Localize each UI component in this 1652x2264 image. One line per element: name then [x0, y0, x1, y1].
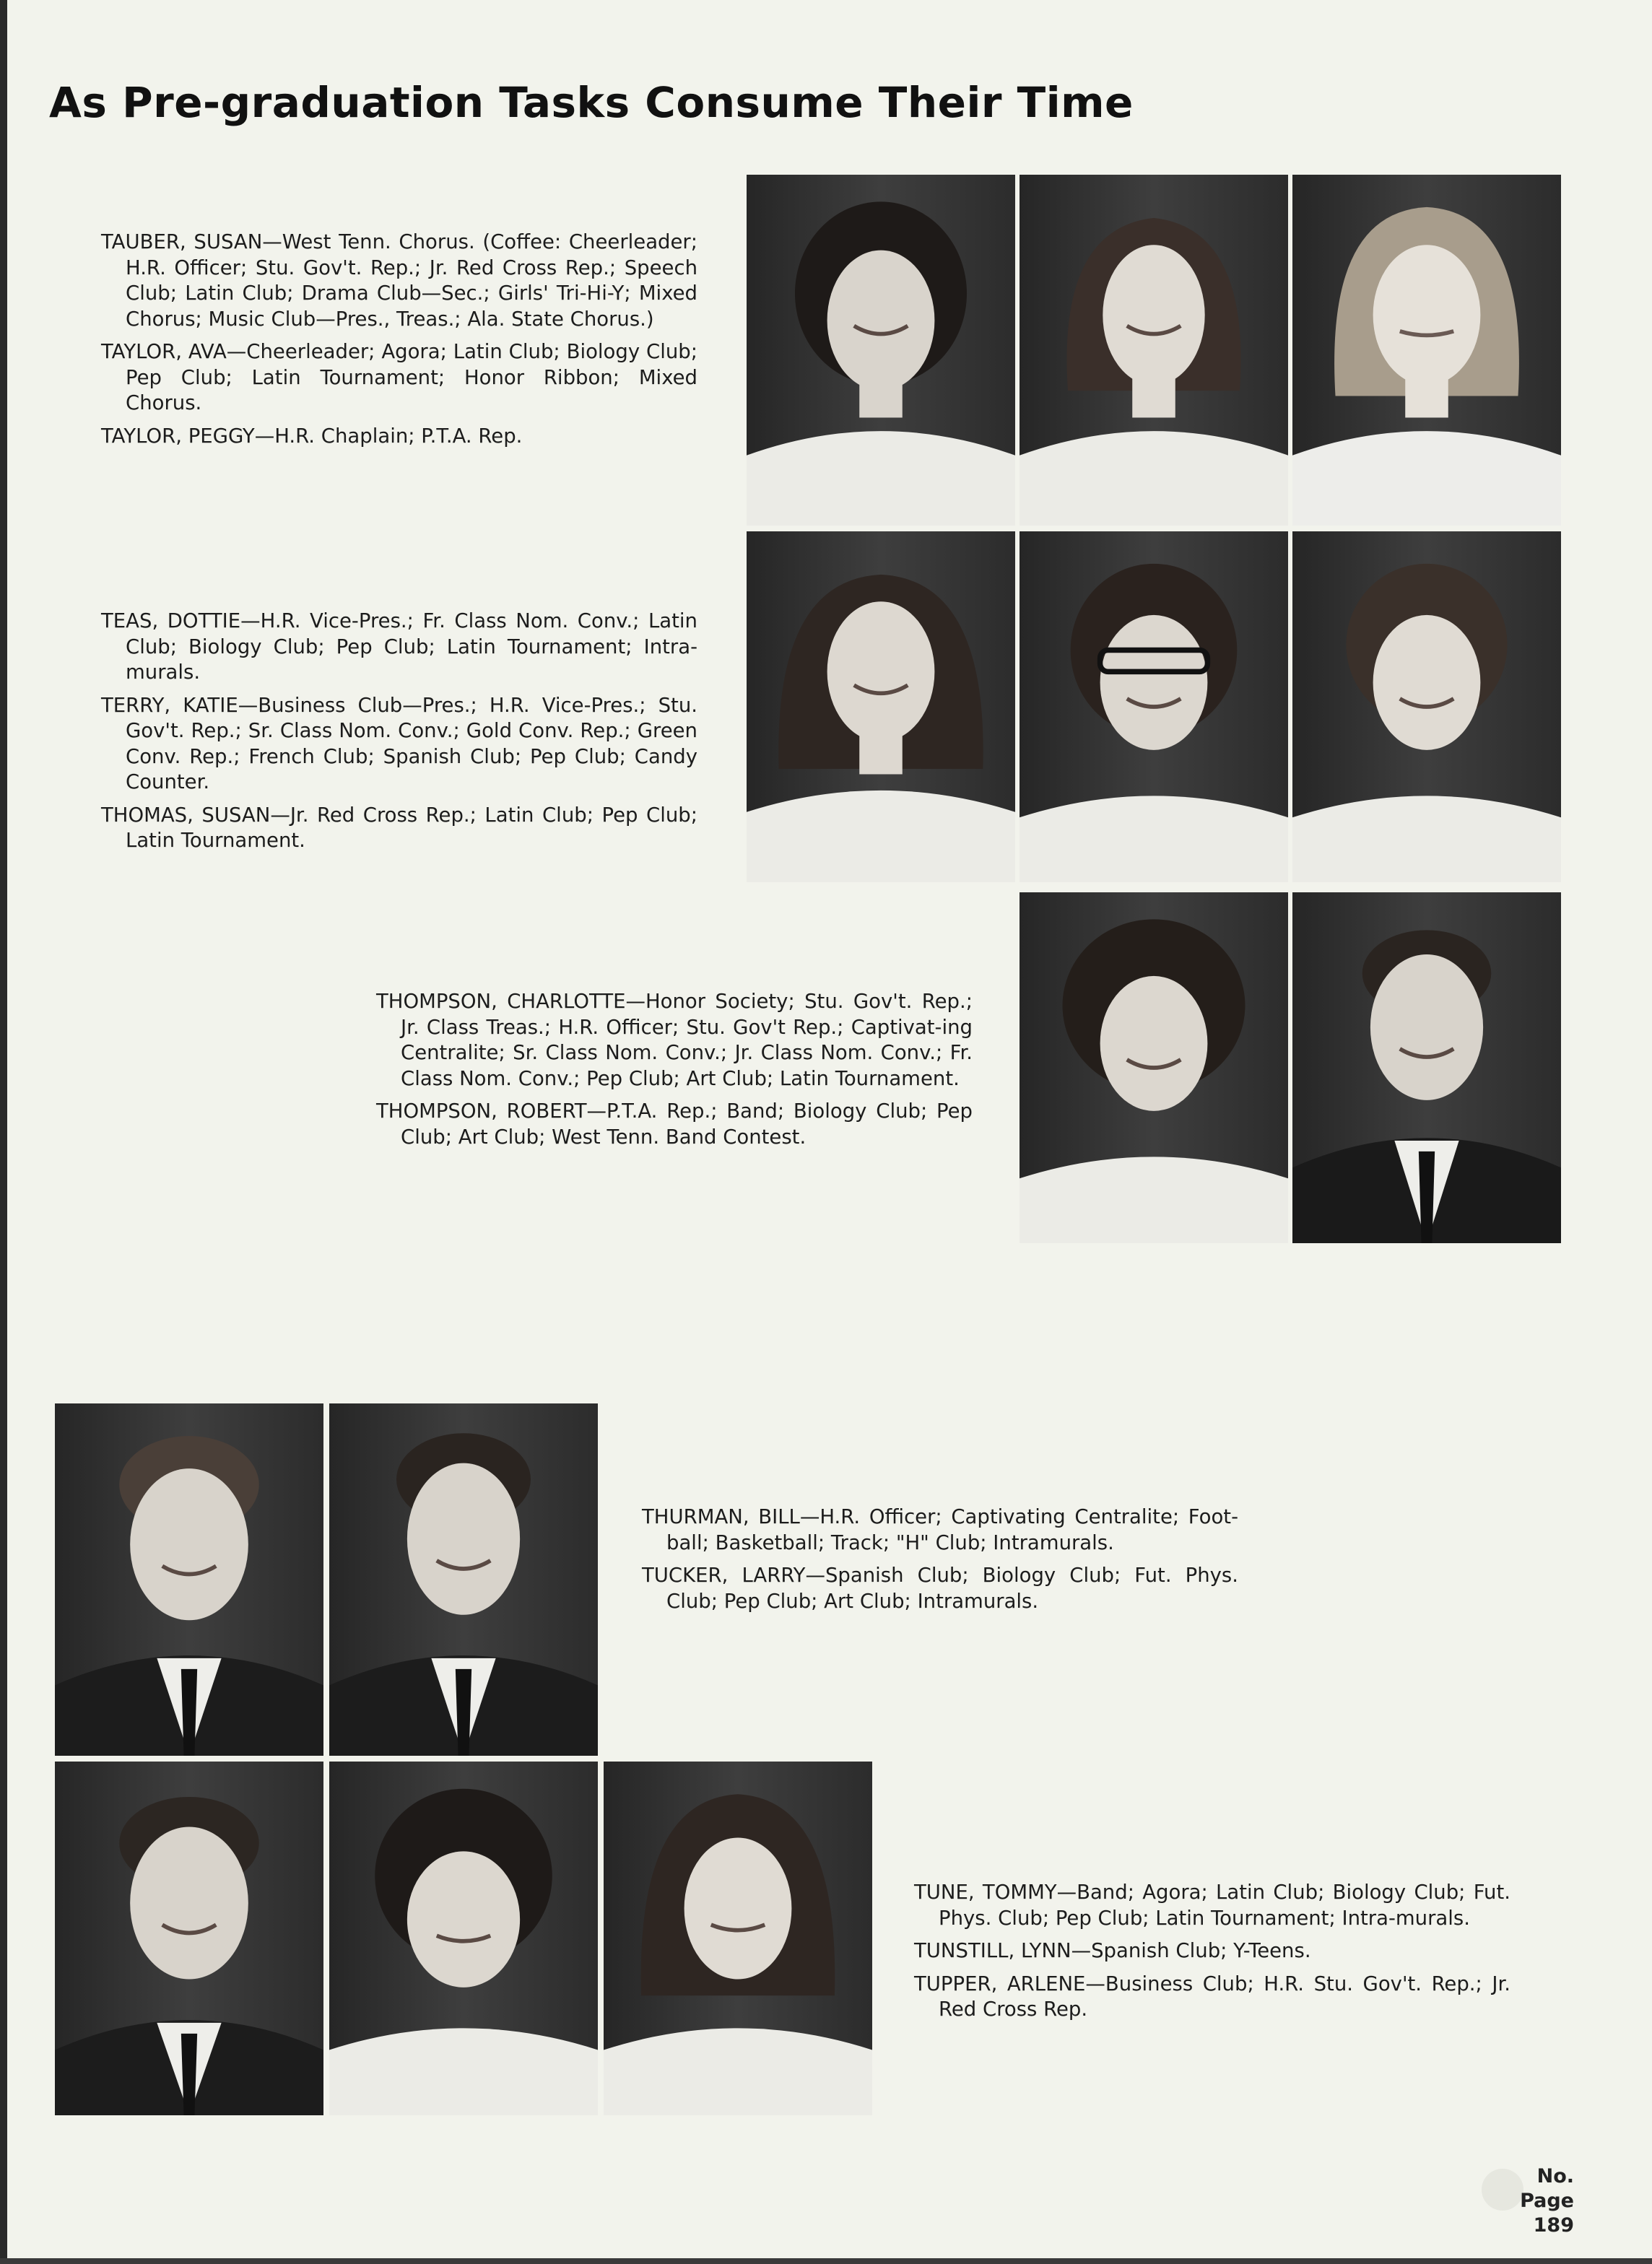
entry-taylor-peggy: TAYLOR, PEGGY—H.R. Chaplain; P.T.A. Rep. — [101, 424, 523, 448]
entry-tauber-susan: TAUBER, SUSAN—West Tenn. Chorus. (Coffee: Cheerleader; H.R. Officer; Stu. Gov't. Rep.; Jr. Red Cross Rep.; Speech Club; Latin Club; Drama Club—Sec.; Girls' Tri-Hi-Y; Mixed Chorus; Music Club—Pres., Treas.; Ala. State Chorus.) — [101, 230, 697, 331]
entry-tune-tommy: TUNE, TOMMY—Band; Agora; Latin Club; Biology Club; Fut. Phys. Club; Pep Club; Latin Tournament; Intra-murals. — [914, 1881, 1510, 1930]
portrait-thomas-susan — [1292, 531, 1561, 882]
entry-thompson-robert: THOMPSON, ROBERT—P.T.A. Rep.; Band; Biology Club; Pep Club; Art Club; West Tenn. Band Contest. — [376, 1100, 973, 1149]
portrait-tauber-susan — [747, 175, 1015, 526]
page-number-label: Page — [1520, 2190, 1574, 2212]
portrait-tupper-arlene — [604, 1762, 872, 2115]
page-edge — [0, 0, 7, 2264]
page-title: As Pre-graduation Tasks Consume Their Time — [49, 78, 1134, 127]
entry-thomas-susan: THOMAS, SUSAN—Jr. Red Cross Rep.; Latin Club; Pep Club; Latin Tournament. — [101, 803, 697, 852]
entry-thompson-charlotte: THOMPSON, CHARLOTTE—Honor Society; Stu. Gov't. Rep.; Jr. Class Treas.; H.R. Officer; Stu. Gov't Rep.; Captivat-ing Centralite; Sr. Class Nom. Conv.; Jr. Class Nom. Conv.; Fr. Class Nom. Conv.; Pep Club; Art Club; Latin Tournament. — [376, 990, 973, 1090]
caption-block-1 — [101, 230, 697, 456]
portrait-thompson-charlotte — [1020, 892, 1288, 1243]
portrait-thompson-robert — [1292, 892, 1561, 1243]
entry-teas-dottie: TEAS, DOTTIE—H.R. Vice-Pres.; Fr. Class Nom. Conv.; Latin Club; Biology Club; Pep Club; Latin Tournament; Intra-murals. — [101, 609, 697, 684]
portrait-teas-dottie — [747, 531, 1015, 882]
portrait-taylor-peggy — [1292, 175, 1561, 526]
entry-tucker-larry: TUCKER, LARRY—Spanish Club; Biology Club; Fut. Phys. Club; Pep Club; Art Club; Intramurals. — [642, 1564, 1238, 1613]
page-number-label: No. — [1536, 2165, 1574, 2187]
entry-terry-katie: TERRY, KATIE—Business Club—Pres.; H.R. Vice-Pres.; Stu. Gov't. Rep.; Sr. Class Nom. Conv.; Gold Conv. Rep.; Green Conv. Rep.; French Club; Spanish Club; Pep Club; Candy Counter. — [101, 693, 697, 793]
caption-block-4 — [642, 1505, 1238, 1621]
page-mark-icon — [1482, 2169, 1523, 2211]
page-edge — [0, 2258, 1652, 2264]
caption-block-2 — [101, 609, 697, 861]
portrait-terry-katie — [1020, 531, 1288, 882]
caption-block-5 — [914, 1880, 1510, 2030]
portrait-tune-tommy — [55, 1762, 323, 2115]
portrait-tunstill-lynn — [329, 1762, 598, 2115]
page-number-value: 189 — [1533, 2214, 1574, 2237]
portrait-taylor-ava — [1020, 175, 1288, 526]
entry-tupper-arlene: TUPPER, ARLENE—Business Club; H.R. Stu. Gov't. Rep.; Jr. Red Cross Rep. — [914, 1972, 1510, 2021]
entry-taylor-ava: TAYLOR, AVA—Cheerleader; Agora; Latin Club; Biology Club; Pep Club; Latin Tournament; Honor Ribbon; Mixed Chorus. — [101, 340, 697, 414]
portrait-thurman-bill — [55, 1403, 323, 1756]
entry-thurman-bill: THURMAN, BILL—H.R. Officer; Captivating Centralite; Foot-ball; Basketball; Track; "H" Club; Intramurals. — [642, 1505, 1238, 1554]
caption-block-3 — [376, 989, 973, 1157]
page-number — [1520, 2164, 1574, 2238]
entry-tunstill-lynn: TUNSTILL, LYNN—Spanish Club; Y-Teens. — [914, 1939, 1311, 1962]
portrait-tucker-larry — [329, 1403, 598, 1756]
